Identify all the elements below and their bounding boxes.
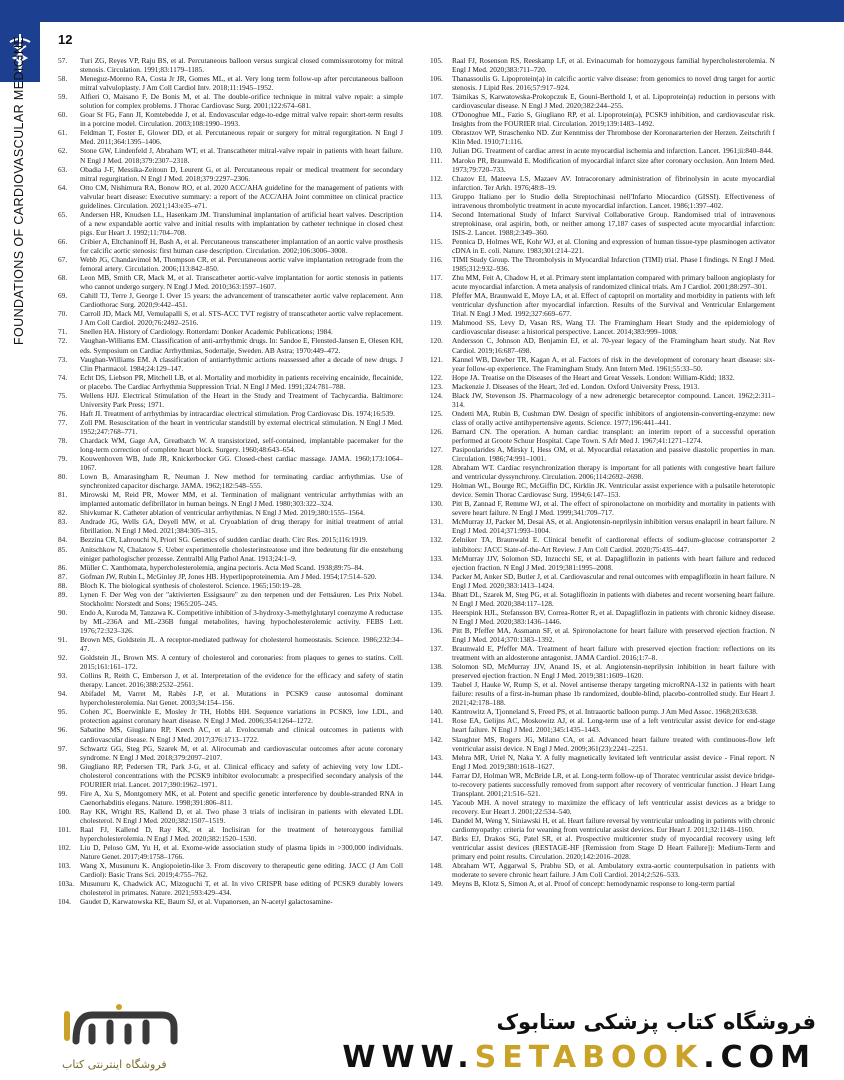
reference-text: Holman WL, Bourge RC, McGiffin DC, Kirklin JK. Ventricular assist experience with a pulsatile heterotopic device. Semin Thorac Cardiovasc Surg. 1994;6:147–153.	[452, 481, 775, 500]
reference-text: Barnard CN. The operation. A human cardiac transplant: an interim report of a successful operation performed at Groote Schuur Hospital. Cape Town. S Afr Med J. 1967;41:1271–1274.	[452, 426, 775, 445]
reference-text: TIMI Study Group. The Thrombolysis in Myocardial Infarction (TIMI) trial. Phase I findings. N Engl J Med. 1985;312:932–936.	[452, 255, 775, 274]
reference-number: 80.	[58, 472, 68, 482]
reference-number: 100.	[58, 806, 71, 816]
reference-number: 148.	[430, 861, 443, 871]
reference-text: O'Donoghue ML, Fazio S, Giugliano RP, et al. Lipoprotein(a), PCSK9 inhibition, and cardiovascular risk. Insights from the FOURIER trial. Circulation. 2019;139:1483–1492.	[452, 110, 775, 129]
reference-text: Webb JG, Chandavimol M, Thompson CR, et al. Percutaneous aortic valve implantation retrograde from the femoral artery. Circulation. 2006;113:842–850.	[80, 255, 403, 274]
reference-entry	[58, 237, 403, 255]
url-domain: SETABOOK	[474, 1040, 704, 1075]
reference-text: Birks EJ, Drakos SG, Patel SR, et al. Prospective multicenter study of myocardial recovery using left ventricular assist devices (RESTAGE-HF [Remission from Stage D Heart Failure]): Medium-Term and primary end point results. Circulation. 2020;142:2016–2028.	[452, 834, 775, 862]
reference-number: 121.	[430, 354, 443, 364]
reference-entry	[58, 635, 403, 653]
reference-text: Stone GW, Lindenfeld J, Abraham WT, et al. Transcatheter mitral-valve repair in patients with heart failure. N Engl J Med. 2018;379:2307–2318.	[80, 146, 403, 165]
reference-text: Thanassoulis G. Lipoprotein(a) in calcific aortic valve disease: from genomics to novel drug target for aortic stenosis. J Lipid Res. 2016;57:917–924.	[452, 74, 775, 93]
reference-entry	[58, 572, 403, 581]
reference-number: 107.	[430, 92, 443, 102]
reference-text: Raal FJ, Kallend D, Ray KK, et al. Inclisiran for the treatment of heterozygous familial hypercholesterolemia. N Engl J Med. 2020;382:1520–1530.	[80, 824, 403, 844]
reference-number: 135.	[430, 607, 443, 617]
reference-number: 94.	[58, 689, 68, 699]
reference-number: 101.	[58, 824, 71, 834]
reference-text: Carroll JD, Mack MJ, Vemulapalli S, et al. STS-ACC TVT registry of transcatheter aortic valve replacement. J Am Coll Cardiol. 2020;76:2492–2516.	[80, 309, 403, 328]
reference-text: Haft JI. Treatment of arrhythmias by intracardiac electrical stimulation. Prog Cardiovasc Dis. 1974;16:539.	[80, 408, 395, 418]
reference-entry	[58, 707, 403, 725]
reference-number: 68.	[58, 273, 68, 283]
reference-entry	[58, 671, 403, 689]
reference-text: Andersen HR, Knudsen LL, Hasenkam JM. Transluminal implantation of artificial heart valves. Description of a new expandable aortic valve and initial results with implantation by catheter technique in closed chest pigs. Eur Heart J. 1992;11:704–708.	[80, 209, 403, 237]
reference-text: Yacoub MH. A novel strategy to maximize the efficacy of left ventricular assist devices as a bridge to recovery. Eur Heart J. 2001;22:534–540.	[452, 797, 775, 816]
reference-text: Bezzina CR, Lahrouchi N, Priori SG. Genetics of sudden cardiac death. Circ Res. 2015;116:1919.	[80, 535, 368, 545]
reference-entry	[58, 545, 403, 563]
reference-entry	[58, 336, 403, 354]
reference-number: 83.	[58, 517, 68, 527]
reference-text: Abraham WT. Cardiac resynchronization therapy is important for all patients with congestive heart failure and ventricular dyssynchrony. Circulation. 2006;114:2692–2698.	[452, 463, 775, 482]
reference-text: Cribier A, Eltchaninoff H, Bash A, et al. Percutaneous transcatheter implantation of an aortic valve prosthesis for calcific aortic stenosis: first human case description. Circulation. 2002;106:3006–3008.	[80, 236, 403, 255]
reference-number: 115.	[430, 236, 443, 246]
reference-number: 70.	[58, 309, 68, 319]
reference-number: 99.	[58, 788, 68, 798]
reference-entry	[58, 879, 403, 897]
reference-entry	[58, 436, 403, 454]
reference-number: 91.	[58, 635, 68, 644]
reference-entry	[58, 327, 403, 336]
reference-entry	[58, 273, 403, 291]
reference-text: Meneguz-Moreno RA, Costa Jr JR, Gomes ML, et al. Very long term follow-up after percutaneous balloon mitral valvuloplasty. J Am Coll Cardiol Intv. 2018;11:1945–1952.	[80, 74, 403, 93]
reference-text: Mirowski M, Reid PR, Mower MM, et al. Termination of malignant ventricular arrhythmias with an implanted automatic defibrillator in human beings. N Engl J Med. 1980;303:322–324.	[80, 490, 403, 509]
reference-text: Brown MS, Goldstein JL. A receptor-mediated pathway for cholesterol homeostasis. Science. 1986;232:34–47.	[80, 635, 403, 654]
reference-text: Gruppo Italiano per lo Studio della Streptochinasi nell'Infarto Miocardico (GISSI). Effectiveness of intravenous thrombolytic treatment in acute myocardial infarction. Lancet. 1986;1:397–402.	[452, 191, 775, 210]
reference-entry	[430, 373, 775, 382]
reference-entry	[58, 897, 403, 906]
reference-text: Rose EA, Gelijns AC, Moskowitz AJ, et al. Long-term use of a left ventricular assist device for end-stage heart failure. N Engl J Med. 2001;345:1435–1443.	[452, 716, 775, 735]
reference-text: Dandel M, Weng Y, Siniawski H, et al. Heart failure reversal by ventricular unloading in patients with chronic cardiomyopathy: criteria for weaning from ventricular assist devices. Eur Heart J. 2011;32:1148–1160.	[452, 815, 775, 834]
reference-entry	[58, 689, 403, 707]
reference-number: 117.	[430, 273, 443, 283]
reference-text: Vaughan-Williams EM. Classification of anti-arrhythmic drugs. In: Sandoe E, Flensted-Jansen E, Olesen KH, eds. Symposium on Cardiac Arrhythmias, Sodertalje, Sweden. AB Astra; 1970:449–472.	[80, 336, 403, 355]
reference-entry	[58, 490, 403, 508]
reference-number: 95.	[58, 707, 68, 717]
reference-entry	[430, 644, 775, 662]
reference-text: Mehra MR, Uriel N, Naka Y. A fully magnetically levitated left ventricular assist device - Final report. N Engl J Med. 2019;380:1618–1627.	[452, 752, 775, 771]
reference-text: Heerspink HJL, Stefansson BV, Correa-Rotter R, et al. Dapagliflozin in patients with chronic kidney disease. N Engl J Med. 2020;383:1436–1446.	[452, 607, 775, 626]
reference-text: Turi ZG, Reyes VP, Raju BS, et al. Percutaneous balloon versus surgical closed commissurotomy for mitral stenosis. Circulation. 1991;83:1179–1185.	[80, 56, 403, 75]
reference-number: 58.	[58, 74, 68, 84]
reference-text: Zoll PM. Resuscitation of the heart in ventricular standstill by external electrical stimulation. N Engl J Med. 1952;247:768–771.	[80, 417, 403, 436]
reference-entry	[58, 725, 403, 743]
reference-number: 144.	[430, 770, 443, 780]
reference-entry	[430, 535, 775, 553]
reference-text: Tsimikas S, Karwatowska-Prokopczuk E, Gouni-Berthold I, et al. Lipoprotein(a) reduction in persons with cardiovascular disease. N Engl J Med. 2020;382:244–255.	[452, 92, 775, 111]
reference-number: 108.	[430, 110, 443, 120]
reference-entry	[58, 391, 403, 409]
reference-entry	[430, 572, 775, 590]
reference-text: Kantrowitz A, Tjonneland S, Freed PS, et al. Intraaortic balloon pump. J Am Med Assoc. 1968;203:638.	[452, 707, 758, 717]
reference-text: Black JW, Stevenson JS. Pharmacology of a new adrenergic betareceptor compound. Lancet. 1962;2:311–314.	[452, 390, 775, 409]
reference-number: 76.	[58, 408, 68, 418]
reference-number: 112.	[430, 173, 443, 183]
reference-text: Musunuru K, Chadwick AC, Mizoguchi T, et al. In vivo CRISPR base editing of PCSK9 durably lowers cholesterol in primates. Nature. 2021;593:429–434.	[80, 879, 403, 898]
reference-number: 65.	[58, 209, 68, 219]
reference-number: 82.	[58, 508, 68, 518]
reference-entry	[430, 716, 775, 734]
reference-entry	[430, 409, 775, 427]
reference-entry	[430, 626, 775, 644]
reference-entry	[430, 74, 775, 92]
reference-entry	[430, 608, 775, 626]
reference-number: 123.	[430, 381, 443, 391]
reference-entry	[58, 581, 403, 590]
reference-text: Pennica D, Holmes WE, Kohr WJ, et al. Cloning and expression of human tissue-type plasminogen activator cDNA in E. coli. Nature. 1983;301:214–221.	[452, 236, 775, 255]
reference-number: 89.	[58, 589, 68, 599]
reference-text: Alfieri O, Maisano F, De Bonis M, et al. The double-orifice technique in mitral valve repair: a simple solution for complex problems. J Thorac Cardiovasc Surg. 2001;122:674–681.	[80, 92, 403, 111]
reference-text: Goar St FG, Fann JI, Komtebedde J, et al. Endovascular edge-to-edge mitral valve repair: short-term results in a porcine model. Circulation. 2003;108:1990–1993.	[80, 110, 403, 129]
reference-text: Raal FJ, Rosenson RS, Reeskamp LF, et al. Evinacumab for homozygous familial hypercholesterolemia. N Engl J Med. 2020;383:711–720.	[452, 56, 775, 75]
reference-entry	[430, 753, 775, 771]
reference-number: 111.	[430, 155, 443, 165]
reference-number: 64.	[58, 182, 68, 192]
reference-number: 81.	[58, 490, 68, 500]
reference-text: Fire A, Xu S, Montgomery MK, et al. Potent and specific genetic interference by double-stranded RNA in Caenorhabditis elegans. Nature. 1998;391:806–811.	[80, 788, 403, 807]
reference-number: 143.	[430, 752, 443, 762]
reference-text: Kannel WB, Dawber TR, Kagan A, et al. Factors of risk in the development of coronary heart disease: six-year follow-up experience. The Framingham Study. Ann Intern Med. 1961;55:33–50.	[452, 354, 775, 373]
reference-text: Ray KK, Wright RS, Kallend D, et al. Two phase 3 trials of inclisiran in patients with elevated LDL cholesterol. N Engl J Med. 2020;382:1507–1519.	[80, 806, 403, 825]
reference-entry	[430, 210, 775, 237]
side-title-wrap	[12, 35, 32, 365]
reference-text: Liu D, Peloso GM, Yu H, et al. Exome-wide association study of plasma lipids in >300,000 individuals. Nature Genet. 2017;49:1758–1766.	[80, 843, 403, 862]
reference-number: 127.	[430, 445, 443, 455]
reference-number: 122.	[430, 372, 443, 382]
reference-number: 75.	[58, 390, 68, 400]
reference-text: Braunwald E, Pfeffer MA. Treatment of heart failure with preserved ejection fraction: reflections on its treatment with an aldosterone antagonist. JAMA Cardiol. 2016;1:7–8.	[452, 644, 775, 663]
reference-number: 114.	[430, 209, 443, 219]
reference-entry	[58, 535, 403, 544]
reference-number: 78.	[58, 435, 68, 445]
reference-text: Endo A, Kuroda M, Tanzawa K. Competitive inhibition of 3-hydroxy-3-methylglutaryl coenzyme A reductase by ML-236A and ML-236B fungal metabolites, having hypocholesterolemic activity. FEBS Lett. 1976;72:323–326.	[80, 607, 404, 635]
reference-entry	[58, 110, 403, 128]
reference-number: 77.	[58, 417, 68, 427]
reference-number: 69.	[58, 291, 68, 301]
reference-text: Abraham WT, Aggarwal S, Prabhu SD, et al. Ambulatory extra-aortic counterpulsation in patients with moderate to severe chronic heart failure. J Am Coll Cardiol. 2014;2:526–533.	[452, 861, 775, 880]
reference-text: Leon MB, Smith CR, Mack M, et al. Transcatheter aortic-valve implantation for aortic stenosis in patients who cannot undergo surgery. N Engl J Med. 2010;363:1597–1607.	[80, 273, 403, 292]
reference-text: Farrar DJ, Holman WR, McBride LR, et al. Long-term follow-up of Thoratec ventricular assist device bridge-to-recovery patients successfully removed from support after recovery of ventricular function. J Heart Lung Transplant. 2001;21:516–521.	[452, 770, 775, 798]
reference-entry	[430, 879, 775, 888]
reference-text: Sabatine MS, Giugliano RP, Keech AC, et al. Evolocumab and clinical outcomes in patients with cardiovascular disease. N Engl J Med. 2017;376:1713–1722.	[80, 725, 403, 744]
reference-number: 136.	[430, 625, 443, 635]
reference-number: 147.	[430, 834, 443, 844]
reference-number: 110.	[430, 146, 443, 156]
reference-number: 103.	[58, 861, 71, 871]
reference-entry	[430, 192, 775, 210]
reference-text: Goldstein JL, Brown MS. A century of cholesterol and coronaries: from plaques to genes to statins. Cell. 2015;161:161–172.	[80, 653, 403, 672]
reference-number: 86.	[58, 562, 68, 572]
reference-entry	[430, 128, 775, 146]
reference-number: 71.	[58, 327, 68, 337]
reference-entry	[58, 210, 403, 237]
reference-entry	[430, 707, 775, 716]
reference-entry	[58, 843, 403, 861]
reference-entry	[430, 174, 775, 192]
reference-number: 74.	[58, 372, 68, 382]
reference-number: 97.	[58, 743, 68, 753]
reference-entry	[430, 427, 775, 445]
reference-text: Giugliano RP, Pedersen TR, Park J-G, et al. Clinical efficacy and safety of achieving very low LDL-cholesterol concentrations with the PCSK9 inhibitor evolocumab: a prespecified secondary analysis of the FOURIER trial. Lancet. 2017;390:1962–1971.	[80, 761, 403, 789]
reference-text: Cohen JC, Boerwinkle E, Mosley Jr TH, Hobbs HH. Sequence variations in PCSK9, low LDL, and protection against coronary heart disease. N Engl J Med. 2006;354:1264–1272.	[80, 707, 403, 726]
reference-text: Otto CM, Nishimura RA, Bonow RO, et al. 2020 ACC/AHA guideline for the management of patients with valvular heart disease: Executive summary: a report of the ACC/AHA Joint committee on clinical practice guidelines. Circulation. 2021;143:e35–e71.	[80, 182, 403, 210]
reference-text: McMurray JJ, Packer M, Desai AS, et al. Angiotensin-neprilysin inhibition versus enalapril in heart failure. N Engl J Med. 2014;371:993–1004.	[452, 517, 775, 536]
reference-text: Lown B, Amarasingham R, Neuman J. New method for terminating cardiac arrhythmias. Use of synchronized capacitor discharge. JAMA. 1962;182:548–555.	[80, 472, 403, 491]
reference-entry	[430, 291, 775, 318]
reference-number: 73.	[58, 354, 68, 364]
reference-entry	[430, 110, 775, 128]
reference-text: Gofman JW, Rubin L, McGinley JP, Jones HB. Hyperlipoproteinemia. Am J Med. 1954;17:514–520.	[80, 571, 377, 581]
reference-number: 113.	[430, 191, 443, 201]
reference-number: 102.	[58, 843, 71, 853]
reference-number: 134a.	[430, 589, 447, 599]
reference-entry	[430, 481, 775, 499]
reference-number: 61.	[58, 128, 68, 138]
reference-entry	[430, 590, 775, 608]
reference-text: Wang X, Musunuru K. Angiopoietin-like 3. From discovery to therapeutic gene editing. JACC (J Am Coll Cardiol): Basic Trans Sci. 2019;4:755–762.	[80, 861, 403, 880]
reference-entry	[430, 798, 775, 816]
reference-number: 106.	[430, 74, 443, 84]
references-column-left	[58, 56, 403, 906]
header-bar	[0, 0, 844, 22]
running-title: FOUNDATIONS OF CARDIOVASCULAR MEDICINE	[12, 35, 26, 345]
reference-entry	[58, 517, 403, 535]
reference-entry	[430, 463, 775, 481]
reference-text: Pitt B, Zannad F, Remme WJ, et al. The effect of spironolactone on morbidity and mortality in patients with severe heart failure. N Engl J Med. 1999;341:709–717.	[452, 499, 775, 518]
reference-entry	[58, 608, 403, 635]
reference-entry	[430, 255, 775, 273]
reference-text: Taubel J, Hauke W, Rump S, et al. Novel antisense therapy targeting microRNA-132 in patients with heart failure: results of a first-in-human phase 1b randomized, double-blind, placebo-controlled study. Eur Heart J. 2021;42:178–188.	[452, 680, 775, 708]
reference-entry	[58, 653, 403, 671]
reference-entry	[58, 472, 403, 490]
reference-number: 93.	[58, 671, 68, 681]
reference-text: Bloch K. The biological synthesis of cholesterol. Science. 1965;150:19–28.	[80, 580, 302, 590]
reference-entry	[430, 771, 775, 798]
reference-text: Solomon SD, McMurray JJV, Anand IS, et al. Angiotensin-neprilysin inhibition in heart failure with preserved ejection fraction. N Engl J Med. 2019;381:1609–1620.	[452, 662, 775, 681]
reference-text: Julian DG. Treatment of cardiac arrest in acute myocardial ischemia and infarction. Lancet. 1961;ii:840–844.	[452, 146, 773, 156]
reference-entry	[430, 517, 775, 535]
reference-entry	[58, 590, 403, 608]
reference-text: Vaughan-Williams EM. A classification of antiarrhythmic actions reassessed after a decade of new drugs. J Clin Pharmacol. 1984;24:129–147.	[80, 354, 403, 373]
reference-number: 66.	[58, 236, 68, 246]
reference-text: Zelniker TA, Braunwald E. Clinical benefit of cardiorenal effects of sodium-glucose cotransporter 2 inhibitors: JACC State-of-the-Art Review. J Am Coll Cardiol. 2020;75:435–447.	[452, 535, 775, 554]
reference-text: Snellen HA. History of Cardiology. Rotterdam: Donker Academic Publications; 1984.	[80, 327, 333, 337]
references-column-right	[430, 56, 775, 888]
brand-subtitle: فروشگاه اینترنتی کتاب	[62, 1058, 167, 1071]
reference-number: 130.	[430, 499, 443, 509]
reference-entry	[58, 92, 403, 110]
reference-text: Mahmood SS, Levy D, Vasan RS, Wang TJ. The Framingham Heart Study and the epidemiology of cardiovascular disease: a historical perspective. Lancet. 2014;383:999–1008.	[452, 318, 775, 337]
reference-text: Bhatt DL, Szarek M, Steg PG, et al. Sotagliflozin in patients with diabetes and recent worsening heart failure. N Engl J Med. 2020;384:117–128.	[452, 589, 775, 608]
reference-entry	[430, 680, 775, 707]
reference-entry	[430, 445, 775, 463]
reference-entry	[430, 382, 775, 391]
reference-entry	[430, 861, 775, 879]
reference-number: 120.	[430, 336, 443, 346]
reference-text: Maroko PR, Braunwald E. Modification of myocardial infarct size after coronary occlusion. Ann Intern Med. 1973;79:720–733.	[452, 155, 775, 174]
reference-entry	[430, 355, 775, 373]
reference-number: 132.	[430, 535, 443, 545]
url-suffix: .COM	[703, 1040, 816, 1075]
reference-entry	[58, 825, 403, 843]
reference-text: Abifadel M, Varret M, Rabès J-P, et al. Mutations in PCSK9 cause autosomal dominant hypercholesterolemia. Nat Genet. 2003;34:154–156.	[80, 689, 403, 708]
reference-number: 90.	[58, 607, 68, 617]
reference-text: Pasipoularides A, Mirsky I, Hess OM, et al. Myocardial relaxation and passive diastolic properties in man. Circulation. 1986;74:991–1001.	[452, 445, 775, 464]
reference-number: 57.	[58, 56, 68, 65]
reference-entry	[58, 309, 403, 327]
reference-text: Pitt B, Pfeffer MA, Assmann SF, et al. Spironolactone for heart failure with preserved ejection fraction. N Engl J Med. 2014;370:1383–1392.	[452, 625, 775, 644]
reference-text: Obadia J-F, Messika-Zeitoun D, Leurent G, et al. Percutaneous repair or medical treatment for secondary mitral regurgitation. N Engl J Med. 2018;379:2297–2306.	[80, 164, 403, 183]
reference-entry	[58, 508, 403, 517]
page-number: 12	[58, 32, 73, 47]
reference-number: 146.	[430, 815, 443, 825]
reference-number: 92.	[58, 653, 68, 663]
reference-number: 105.	[430, 56, 443, 65]
reference-text: Schwartz GG, Steg PG, Szarek M, et al. Alirocumab and cardiovascular outcomes after acute coronary syndrome. N Engl J Med. 2018;379:2097–2107.	[80, 743, 403, 762]
reference-number: 87.	[58, 571, 68, 581]
reference-text: Shivkumar K. Catheter ablation of ventricular arrhythmias. N Engl J Med. 2019;380:1555–1564.	[80, 508, 365, 518]
reference-text: McMurray JJV, Solomon SD, Inzucchi SE, et al. Dapagliflozin in patients with heart failure and reduced ejection fraction. N Engl J Med. 2019;381:1995–2008.	[452, 553, 775, 572]
reference-entry	[430, 273, 775, 291]
reference-entry	[58, 355, 403, 373]
reference-text: Collins R, Reith C, Emberson J, et al. Interpretation of the evidence for the efficacy and safety of statin therapy. Lancet. 2016;388:2532–2561.	[80, 671, 403, 690]
reference-entry	[58, 454, 403, 472]
reference-number: 72.	[58, 336, 68, 346]
reference-entry	[430, 816, 775, 834]
reference-number: 133.	[430, 553, 443, 563]
reference-number: 67.	[58, 255, 68, 265]
reference-number: 142.	[430, 734, 443, 744]
reference-text: Chazov EI, Mateeva LS, Mazaev AV. Intracoronary administration of fibrinolysin in acute myocardial infarction. Ter Arkh. 1976;48:8–19.	[452, 173, 775, 192]
reference-text: Second International Study of Infarct Survival Collaborative Group. Randomised trial of intravenous streptokinase, oral aspirin, both, or neither among 17,187 cases of suspected acute myocardial infarction: ISIS-2. Lancet. 1988;2:349–360.	[452, 209, 775, 237]
reference-number: 79.	[58, 454, 68, 464]
reference-number: 59.	[58, 92, 68, 102]
reference-entry	[58, 128, 403, 146]
reference-number: 125.	[430, 408, 443, 418]
reference-text: Slaughter MS, Rogers JG, Milano CA, et al. Advanced heart failure treated with continuous-flow left ventricular assist device. N Engl J Med. 2009;361(23):2241–2251.	[452, 734, 775, 753]
reference-number: 103a.	[58, 879, 75, 889]
reference-entry	[58, 373, 403, 391]
reference-entry	[430, 499, 775, 517]
reference-text: Packer M, Anker SD, Butler J, et al. Cardiovascular and renal outcomes with empagliflozin in heart failure. N Engl J Med. 2020;383:1413–1424.	[452, 571, 775, 590]
reference-text: Zhu MM, Feit A, Chadow H, et al. Primary stent implantation compared with primary balloon angioplasty for acute myocardial infarction. A meta analysis of randomized clinical trials. Am J Cardiol. 2001;88:297–301.	[452, 273, 775, 292]
reference-number: 131.	[430, 517, 443, 527]
reference-text: Echt DS, Liebson PR, Mitchell LB, et al. Mortality and morbidity in patients receiving encainide, flecainide, or placebo. The Cardiac Arrhythmia Suppression Trial. N Engl J Med. 1991;324:781–788.	[80, 372, 403, 391]
reference-entry	[58, 418, 403, 436]
reference-entry	[58, 563, 403, 572]
reference-text: Mackenzie J. Diseases of the Heart, 3rd ed. London. Oxford University Press, 1913.	[452, 381, 700, 391]
reference-number: 126.	[430, 426, 443, 436]
reference-entry	[430, 336, 775, 354]
reference-entry	[430, 146, 775, 155]
reference-number: 128.	[430, 463, 443, 473]
reference-number: 141.	[430, 716, 443, 726]
reference-entry	[430, 237, 775, 255]
reference-text: Ondetti MA, Rubin B, Cushman DW. Design of specific inhibitors of angiotensin-converting-enzyme: new class of orally active antihypertensive agents. Science. 1977;196:441–441.	[452, 408, 775, 427]
reference-number: 63.	[58, 164, 68, 174]
reference-number: 104.	[58, 897, 71, 907]
reference-number: 118.	[430, 291, 443, 301]
reference-entry	[58, 861, 403, 879]
reference-entry	[430, 554, 775, 572]
reference-number: 85.	[58, 544, 68, 554]
reference-entry	[58, 183, 403, 210]
reference-number: 134.	[430, 571, 443, 581]
reference-text: Anitschkow N, Chalatow S. Ueber experimentelle cholesterinsteatose und ihre bedeutung für die entstehung einiger pathologischer prozesse. Zentralbl Allg Pathol Anat. 1913;24:1–9.	[80, 544, 403, 563]
reference-entry	[430, 662, 775, 680]
reference-text: Lynen F. Der Weg von der "aktivierten Essigsaure" zu den terpenen und der Fettsäuren. Les Prix Nobel. Stockholm: Norstedt and Sons; 1965:205–245.	[80, 589, 403, 608]
reference-number: 149.	[430, 879, 443, 889]
reference-number: 88.	[58, 580, 68, 590]
reference-number: 137.	[430, 644, 443, 654]
reference-text: Hope JA. Treatise on the Diseases of the Heart and Great Vessels. London: William-Kidd; 1832.	[452, 372, 735, 382]
reference-text: Müller C. Xanthomata, hypercholesterolemia, angina pectoris. Acta Med Scand. 1938;89:75–84.	[80, 562, 364, 572]
reference-entry	[58, 291, 403, 309]
reference-text: Meyns B, Klotz S, Simon A, et al. Proof of concept: hemodynamic response to long-term partial	[452, 879, 735, 889]
reference-entry	[58, 255, 403, 273]
store-url[interactable]	[342, 1040, 816, 1075]
reference-entry	[58, 762, 403, 789]
reference-entry	[430, 735, 775, 753]
reference-text: Andrade JG, Wells GA, Deyell MW, et al. Cryoablation of drug therapy for initial treatment of atrial fibrillation. N Engl J Med. 2021;384:305–315.	[80, 517, 403, 536]
reference-entry	[58, 409, 403, 418]
reference-text: Wellens HJJ. Electrical Stimulation of the Heart in the Study and Treatment of Tachycardia. Baltimore: University Park Press; 1971.	[80, 390, 403, 409]
reference-number: 129.	[430, 481, 443, 491]
reference-number: 119.	[430, 318, 443, 328]
url-prefix: WWW.	[342, 1040, 475, 1075]
reference-entry	[58, 56, 403, 74]
reference-number: 140.	[430, 707, 443, 717]
reference-text: Andersson C, Johnson AD, Benjamin EJ, et al. 70-year legacy of the Framingham heart study. Nat Rev Cardiol. 2019;16:687–698.	[452, 336, 775, 355]
reference-entry	[430, 56, 775, 74]
reference-number: 84.	[58, 535, 68, 545]
reference-entry	[58, 74, 403, 92]
reference-text: Feldman T, Foster E, Glower DD, et al. Percutaneous repair or surgery for mitral regurgitation. N Engl J Med. 2011;364:1395–1406.	[80, 128, 403, 147]
reference-entry	[58, 146, 403, 164]
reference-entry	[430, 391, 775, 409]
reference-text: Kouwenhoven WB, Jude JR, Knickerbocker GG. Closed-chest cardiac massage. JAMA. 1960;173:1064–1067.	[80, 454, 403, 473]
reference-number: 116.	[430, 255, 443, 265]
reference-entry	[430, 92, 775, 110]
reference-number: 96.	[58, 725, 68, 735]
reference-number: 98.	[58, 761, 68, 771]
reference-number: 124.	[430, 390, 443, 400]
reference-entry	[58, 165, 403, 183]
reference-entry	[430, 156, 775, 174]
reference-number: 138.	[430, 662, 443, 672]
reference-entry	[58, 807, 403, 825]
store-name: فروشگاه کتاب پزشکی ستابوک	[496, 1010, 816, 1034]
reference-entry	[58, 744, 403, 762]
reference-number: 139.	[430, 680, 443, 690]
reference-text: Cahill TJ, Terre J, George I. Over 15 years: the advancement of transcatheter aortic valve replacement. Ann Cardiothorac Surg. 2020;9:442–451.	[80, 291, 403, 310]
reference-number: 109.	[430, 128, 443, 138]
reference-entry	[430, 834, 775, 861]
reference-number: 60.	[58, 110, 68, 120]
reference-entry	[58, 789, 403, 807]
reference-text: Obrastzov WP, Straschenko ND. Zur Kenntniss der Thrombose der Koronararterien der Herzen. Zeitschrift f Klin Med. 1910;71:116.	[452, 128, 775, 147]
reference-number: 62.	[58, 146, 68, 156]
reference-text: Chardack WM, Gage AA, Greatbatch W. A transistorized, self-contained, implantable pacemaker for the long-term correction of complete heart block. Surgery. 1960;48:643–654.	[80, 435, 403, 455]
reference-text: Gaudet D, Karwatowska KE, Baum SJ, et al. Vupanorsen, an N-acetyl galactosamine-	[80, 897, 333, 907]
reference-number: 145.	[430, 797, 443, 807]
reference-text: Pfeffer MA, Braunwald E, Moye LA, et al. Effect of captopril on mortality and morbidity in patients with left ventricular dysfunction after myocardial infarction. Results of the Survival and Ventricular Enlargement Trial. N Engl J Med. 1992;327:669–677.	[452, 291, 775, 319]
reference-entry	[430, 318, 775, 336]
